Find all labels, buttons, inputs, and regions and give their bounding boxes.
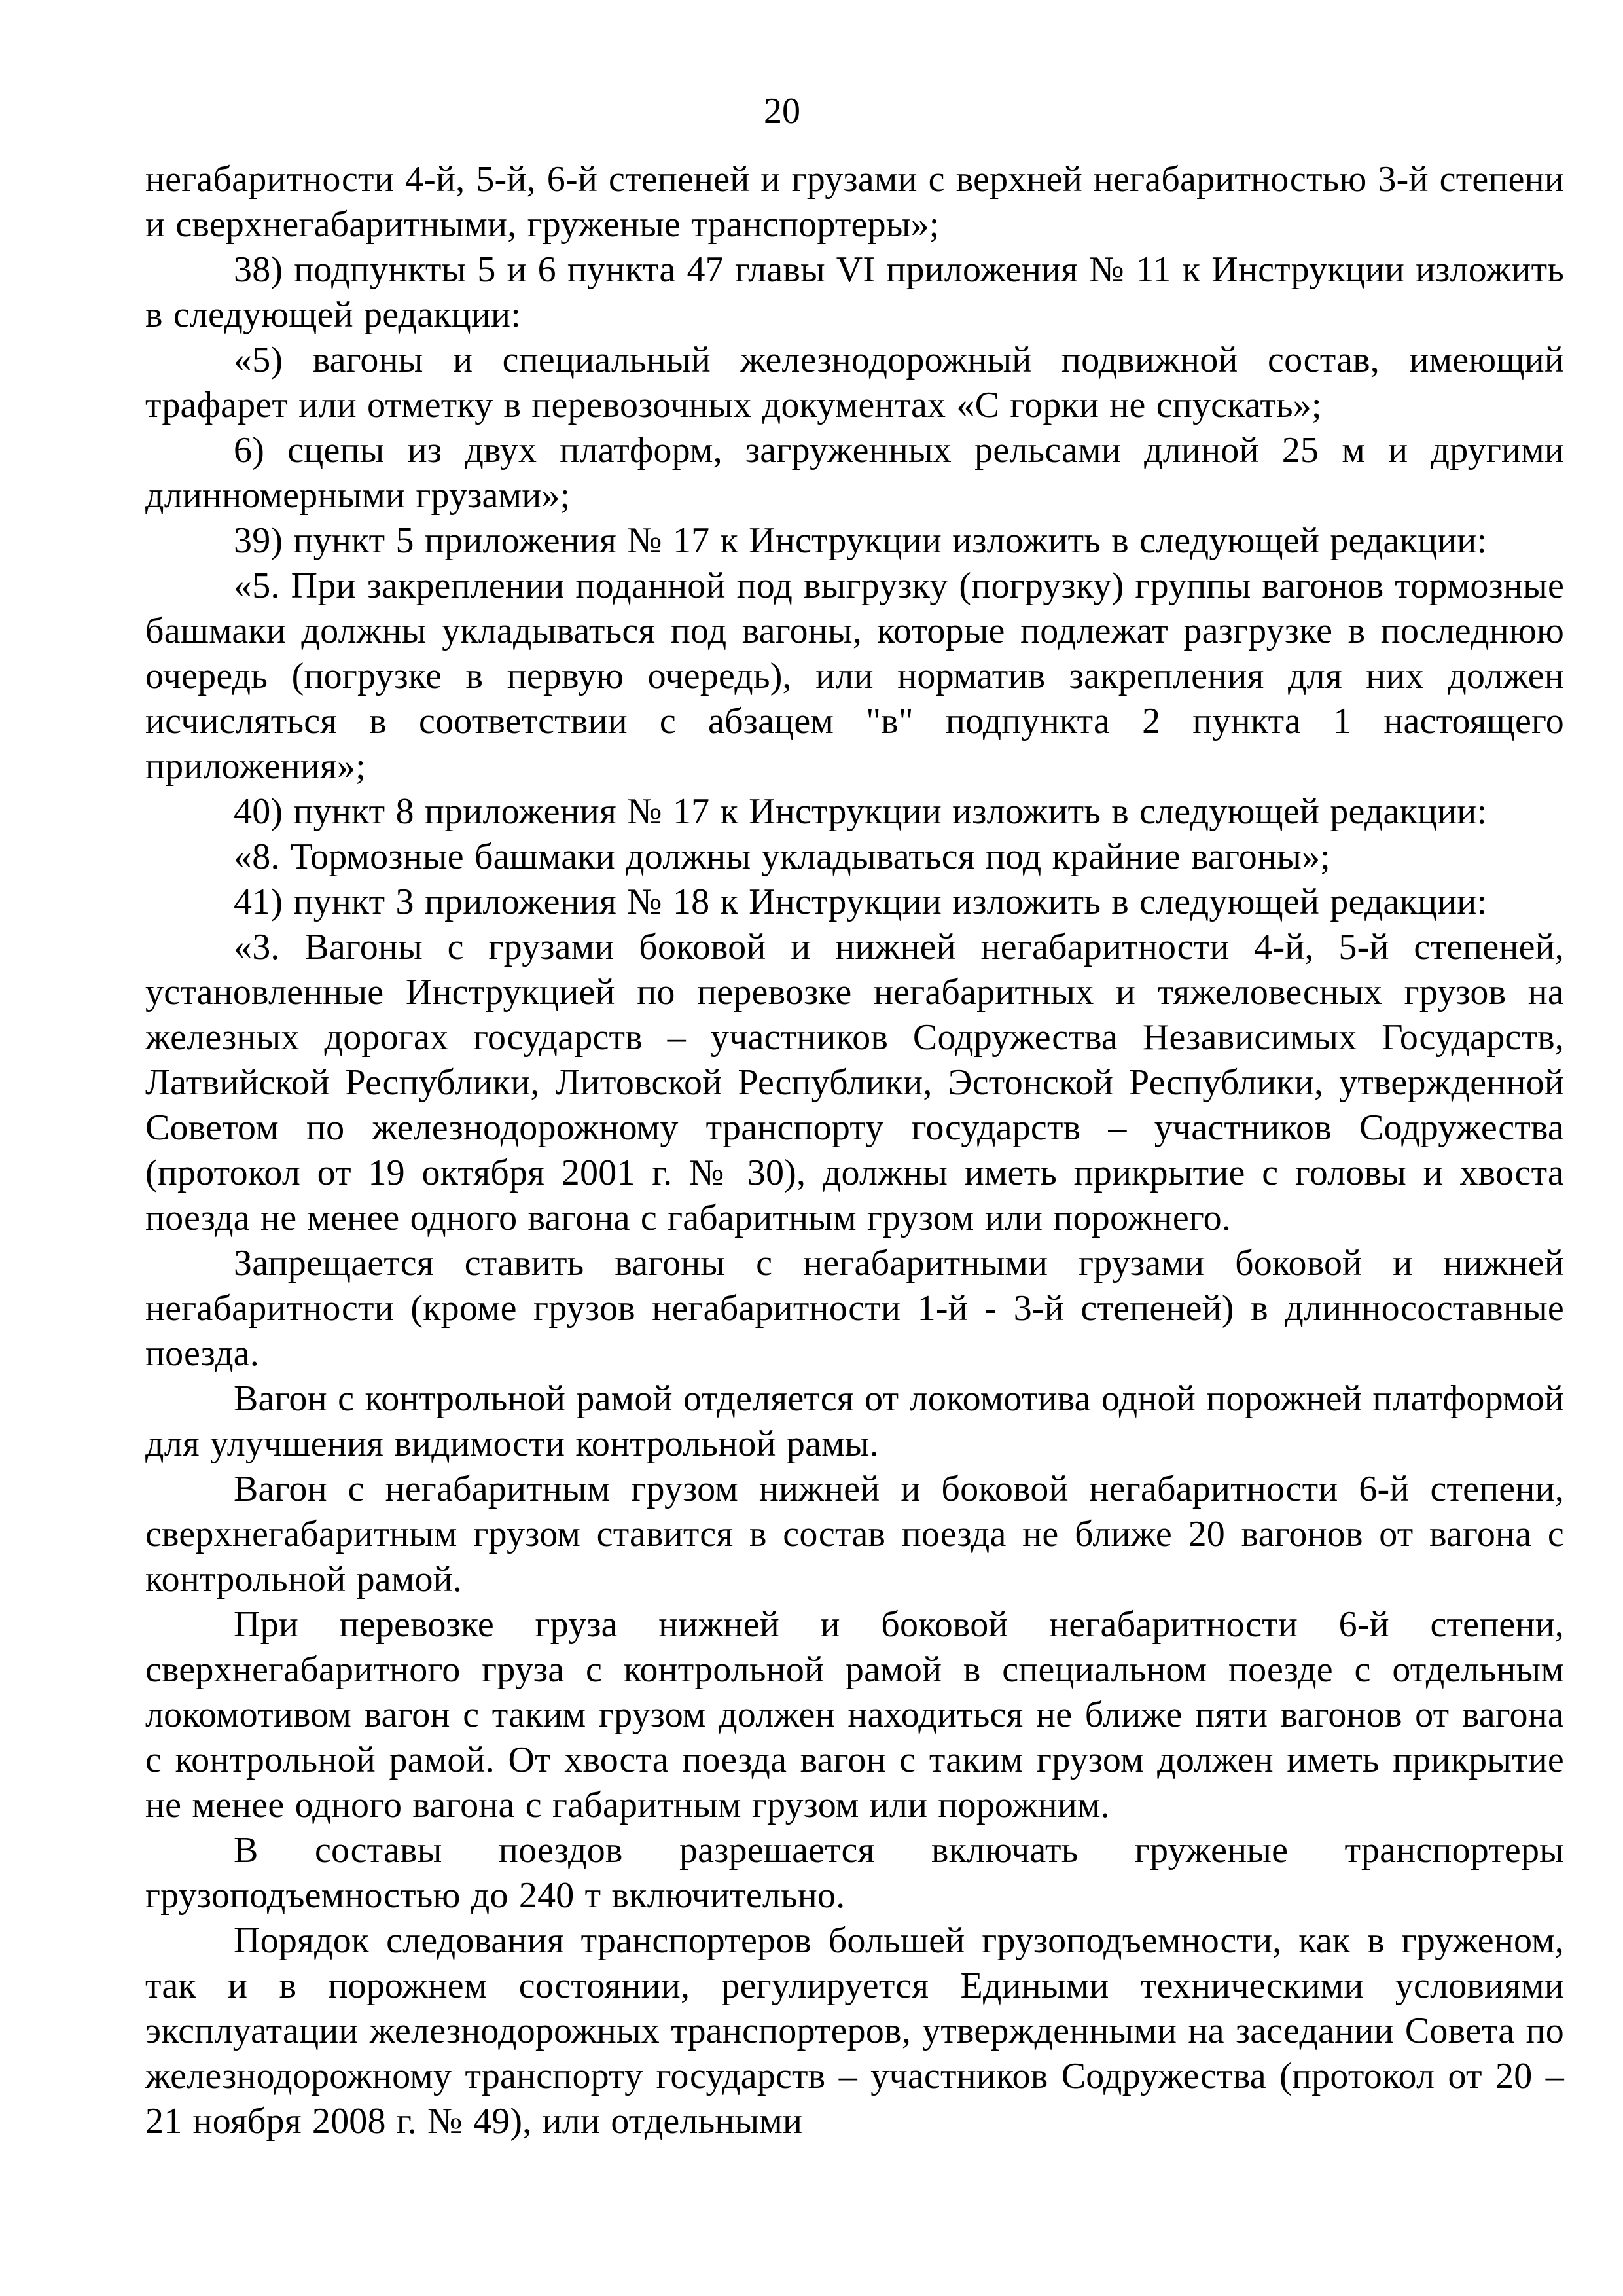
paragraph: 6) сцепы из двух платформ, загруженных рельсами длиной 25 м и другими длинномерными грузами»; [145,430,1564,516]
document-body [145,157,1564,2144]
paragraph: «8. Тормозные башмаки должны укладываться под крайние вагоны»; [234,836,1330,877]
page-number: 20 [764,91,800,132]
paragraph: «3. Вагоны с грузами боковой и нижней негабаритности 4-й, 5-й степеней, установленные Инструкцией по перевозке негабаритных и тяжеловесных грузов на железных дорогах государств – участников Содружества Независимых Государств, Латвийской Республики, Литовской Республики, Эстонской Республики, утвержденной Советом по железнодорожному транспорту государств – участников Содружества (протокол от 19 октября 2001 г. № 30), должны иметь прикрытие с головы и хвоста поезда не менее одного вагона с габаритным грузом или порожнего. [145,927,1564,1238]
paragraph: 39) пункт 5 приложения № 17 к Инструкции изложить в следующей редакции: [234,520,1488,561]
paragraph: 40) пункт 8 приложения № 17 к Инструкции изложить в следующей редакции: [234,791,1488,832]
paragraph: 41) пункт 3 приложения № 18 к Инструкции изложить в следующей редакции: [234,882,1488,922]
paragraph: Запрещается ставить вагоны с негабаритными грузами боковой и нижней негабаритности (кроме грузов негабаритности 1-й - 3-й степеней) в длинносоставные поезда. [145,1243,1564,1374]
paragraph: негабаритности 4-й, 5-й, 6-й степеней и грузами с верхней негабаритностью 3-й степени и сверхнегабаритными, груженые транспортеры»; [145,159,1564,245]
paragraph: «5) вагоны и специальный железнодорожный подвижной состав, имеющий трафарет или отметку в перевозочных документах «С горки не спускать»; [145,340,1564,425]
paragraph: «5. При закреплении поданной под выгрузку (погрузку) группы вагонов тормозные башмаки должны укладываться под вагоны, которые подлежат разгрузке в последнюю очередь (погрузке в первую очередь), или норматив закрепления для них должен исчисляться в соответствии с абзацем "в" подпункта 2 пункта 1 настоящего приложения»; [145,565,1564,787]
paragraph: Вагон с негабаритным грузом нижней и боковой негабаритности 6-й степени, сверхнегабаритным грузом ставится в состав поезда не ближе 20 вагонов от вагона с контрольной рамой. [145,1469,1564,1600]
page-header [0,92,1564,131]
paragraph: 38) подпункты 5 и 6 пункта 47 главы VI приложения № 11 к Инструкции изложить в следующей редакции: [145,249,1564,335]
paragraph: Вагон с контрольной рамой отделяется от локомотива одной порожней платформой для улучшения видимости контрольной рамы. [145,1378,1564,1464]
paragraph: Порядок следования транспортеров большей грузоподъемности, как в груженом, так и в порожнем состоянии, регулируется Едиными техническими условиями эксплуатации железнодорожных транспортеров, утвержденными на заседании Совета по железнодорожному транспорту государств – участников Содружества (протокол от 20 – 21 ноября 2008 г. № 49), или отдельными [145,1920,1564,2142]
paragraph: В составы поездов разрешается включать груженые транспортеры грузоподъемностью до 240 т включительно. [145,1830,1564,1916]
paragraph: При перевозке груза нижней и боковой негабаритности 6-й степени, сверхнегабаритного груза с контрольной рамой в специальном поезде с отдельным локомотивом вагон с таким грузом должен находиться не ближе пяти вагонов от вагона с контрольной рамой. От хвоста поезда вагон с таким грузом должен иметь прикрытие не менее одного вагона с габаритным грузом или порожним. [145,1604,1564,1825]
